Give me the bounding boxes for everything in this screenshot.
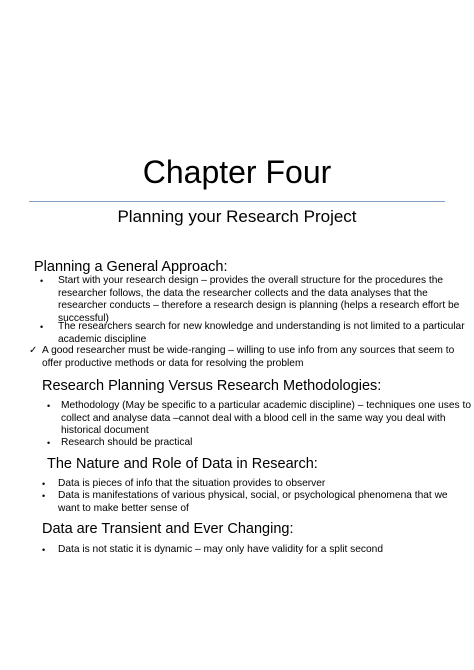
section-heading-nature-of-data: The Nature and Role of Data in Research: [47,456,318,472]
bullet-icon: • [47,401,51,411]
chapter-subtitle: Planning your Research Project [117,207,357,226]
list-item-line: Research should be practical [61,437,193,448]
bullet-icon: • [40,322,44,332]
list-item-line: historical document [61,425,149,437]
list-item-line: Methodology (May be specific to a particular academic discipline) – techniques one uses to [61,400,471,411]
list-item-line: researcher follows, the data the researcher collects and the data analyses that the [58,287,428,299]
list-item-line: The researchers search for new knowledge and understanding is not limited to a particular [58,321,465,332]
title-divider [29,201,445,202]
list-item-line: successful) [58,312,109,324]
list-item-line: want to make better sense of [58,502,189,514]
list-item-line: academic discipline [58,333,147,345]
list-item-line: researcher conducts – therefore a research design is planning (helps a research effort be [58,300,460,312]
checkmark-icon: ✓ [29,345,38,356]
chapter-title: Chapter Four [142,154,332,190]
list-item-line: Data is not static it is dynamic – may only have validity for a split second [58,544,384,555]
bullet-icon: • [47,438,51,448]
list-item-line: A good researcher must be wide-ranging – willing to use info from any sources that seem to [42,345,455,356]
bullet-icon: • [42,491,46,501]
section-heading-general-approach: Planning a General Approach: [34,259,228,275]
section-heading-transient-data: Data are Transient and Ever Changing: [42,521,294,537]
section-heading-planning-vs-methodologies: Research Planning Versus Research Methodologies: [42,378,382,394]
list-item-line: Start with your research design – provides the overall structure for the procedures the [58,275,444,286]
bullet-icon: • [42,479,46,489]
list-item-line: Data is manifestations of various physical, social, or psychological phenomena that we [58,490,448,501]
bullet-icon: • [42,545,46,555]
bullet-icon: • [40,276,44,286]
list-item-line: collect and analyse data –cannot deal with a blood cell in the same way you deal with [61,412,446,424]
list-item-line: Data is pieces of info that the situation provides to observer [58,478,326,489]
list-item-line: offer productive methods or data for resolving the problem [42,357,304,369]
